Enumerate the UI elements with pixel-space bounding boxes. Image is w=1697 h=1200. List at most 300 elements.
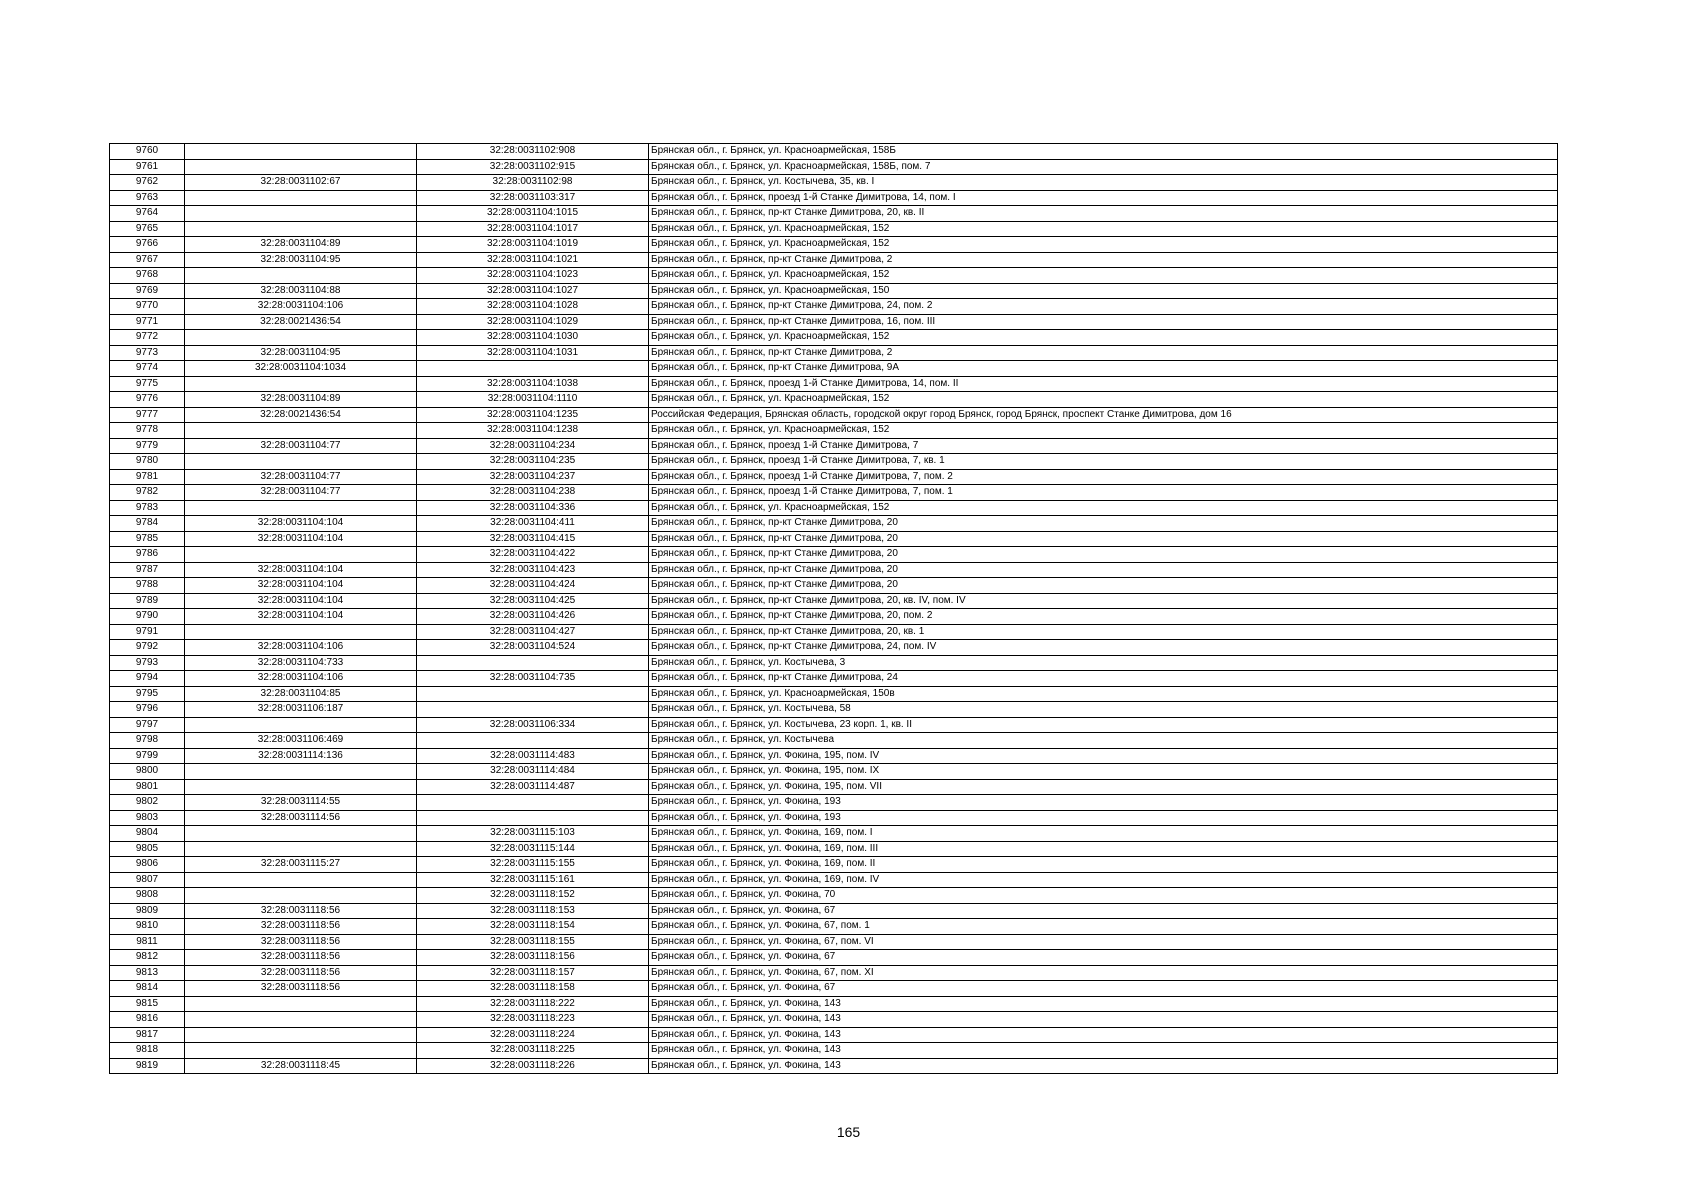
row-number-cell: 9801 xyxy=(110,779,185,795)
cadastral-number-object-cell xyxy=(417,655,649,671)
address-cell: Брянская обл., г. Брянск, ул. Фокина, 67, пом. XI xyxy=(649,965,1558,981)
table-row xyxy=(110,268,1558,284)
table-row xyxy=(110,159,1558,175)
cadastral-number-object-cell xyxy=(417,733,649,749)
address-cell: Брянская обл., г. Брянск, ул. Красноармейская, 152 xyxy=(649,423,1558,439)
row-number-cell: 9796 xyxy=(110,702,185,718)
row-number-cell: 9811 xyxy=(110,934,185,950)
cadastral-number-parcel-cell: 32:28:0031106:469 xyxy=(185,733,417,749)
table-row xyxy=(110,965,1558,981)
address-cell: Брянская обл., г. Брянск, ул. Фокина, 169, пом. III xyxy=(649,841,1558,857)
cadastral-number-object-cell: 32:28:0031118:222 xyxy=(417,996,649,1012)
row-number-cell: 9768 xyxy=(110,268,185,284)
address-cell: Брянская обл., г. Брянск, пр-кт Станке Димитрова, 16, пом. III xyxy=(649,314,1558,330)
address-cell: Брянская обл., г. Брянск, ул. Фокина, 67 xyxy=(649,981,1558,997)
address-cell: Брянская обл., г. Брянск, ул. Фокина, 143 xyxy=(649,1058,1558,1074)
cadastral-number-parcel-cell: 32:28:0031104:104 xyxy=(185,593,417,609)
cadastral-number-parcel-cell: 32:28:0021436:54 xyxy=(185,407,417,423)
cadastral-number-object-cell: 32:28:0031118:226 xyxy=(417,1058,649,1074)
cadastral-number-parcel-cell: 32:28:0031114:136 xyxy=(185,748,417,764)
row-number-cell: 9814 xyxy=(110,981,185,997)
cadastral-number-object-cell: 32:28:0031118:154 xyxy=(417,919,649,935)
cadastral-number-parcel-cell xyxy=(185,330,417,346)
cadastral-number-object-cell: 32:28:0031104:238 xyxy=(417,485,649,501)
address-cell: Брянская обл., г. Брянск, пр-кт Станке Димитрова, 24, пом. 2 xyxy=(649,299,1558,315)
cadastral-number-parcel-cell xyxy=(185,888,417,904)
cadastral-number-object-cell: 32:28:0031115:161 xyxy=(417,872,649,888)
row-number-cell: 9795 xyxy=(110,686,185,702)
address-cell: Брянская обл., г. Брянск, ул. Красноармейская, 152 xyxy=(649,237,1558,253)
table-row xyxy=(110,547,1558,563)
address-cell: Брянская обл., г. Брянск, ул. Красноармейская, 152 xyxy=(649,330,1558,346)
address-cell: Брянская обл., г. Брянск, ул. Фокина, 143 xyxy=(649,996,1558,1012)
table-row xyxy=(110,981,1558,997)
row-number-cell: 9808 xyxy=(110,888,185,904)
cadastral-number-parcel-cell: 32:28:0031104:1034 xyxy=(185,361,417,377)
cadastral-number-parcel-cell: 32:28:0031104:85 xyxy=(185,686,417,702)
table-row xyxy=(110,934,1558,950)
address-cell: Брянская обл., г. Брянск, ул. Фокина, 169, пом. IV xyxy=(649,872,1558,888)
cadastral-number-object-cell: 32:28:0031104:524 xyxy=(417,640,649,656)
cadastral-number-parcel-cell xyxy=(185,779,417,795)
cadastral-number-parcel-cell: 32:28:0031104:95 xyxy=(185,345,417,361)
row-number-cell: 9802 xyxy=(110,795,185,811)
address-cell: Брянская обл., г. Брянск, ул. Фокина, 67, пом. 1 xyxy=(649,919,1558,935)
table-row xyxy=(110,593,1558,609)
cadastral-number-object-cell: 32:28:0031104:425 xyxy=(417,593,649,609)
cadastral-number-object-cell: 32:28:0031114:484 xyxy=(417,764,649,780)
address-cell: Брянская обл., г. Брянск, проезд 1-й Станке Димитрова, 7 xyxy=(649,438,1558,454)
address-cell: Брянская обл., г. Брянск, ул. Красноармейская, 158Б xyxy=(649,144,1558,160)
row-number-cell: 9783 xyxy=(110,500,185,516)
address-cell: Брянская обл., г. Брянск, пр-кт Станке Димитрова, 20 xyxy=(649,547,1558,563)
cadastral-number-object-cell: 32:28:0031104:1028 xyxy=(417,299,649,315)
cadastral-number-object-cell: 32:28:0031104:1019 xyxy=(417,237,649,253)
row-number-cell: 9775 xyxy=(110,376,185,392)
address-cell: Брянская обл., г. Брянск, ул. Костычева, 58 xyxy=(649,702,1558,718)
address-cell: Брянская обл., г. Брянск, проезд 1-й Станке Димитрова, 7, пом. 2 xyxy=(649,469,1558,485)
cadastral-number-object-cell xyxy=(417,795,649,811)
row-number-cell: 9764 xyxy=(110,206,185,222)
table-row xyxy=(110,562,1558,578)
cadastral-number-parcel-cell: 32:28:0031104:77 xyxy=(185,469,417,485)
address-cell: Брянская обл., г. Брянск, ул. Фокина, 143 xyxy=(649,1043,1558,1059)
cadastral-number-parcel-cell: 32:28:0031104:88 xyxy=(185,283,417,299)
address-cell: Брянская обл., г. Брянск, пр-кт Станке Димитрова, 2 xyxy=(649,252,1558,268)
cadastral-number-object-cell: 32:28:0031104:336 xyxy=(417,500,649,516)
cadastral-number-object-cell: 32:28:0031104:426 xyxy=(417,609,649,625)
cadastral-number-parcel-cell: 32:28:0021436:54 xyxy=(185,314,417,330)
row-number-cell: 9787 xyxy=(110,562,185,578)
address-cell: Брянская обл., г. Брянск, проезд 1-й Станке Димитрова, 14, пом. II xyxy=(649,376,1558,392)
cadastral-number-parcel-cell: 32:28:0031104:106 xyxy=(185,640,417,656)
registry-table-body xyxy=(110,144,1558,1074)
row-number-cell: 9766 xyxy=(110,237,185,253)
table-row xyxy=(110,407,1558,423)
row-number-cell: 9812 xyxy=(110,950,185,966)
table-row xyxy=(110,190,1558,206)
cadastral-number-parcel-cell xyxy=(185,1043,417,1059)
address-cell: Брянская обл., г. Брянск, ул. Фокина, 67, пом. VI xyxy=(649,934,1558,950)
cadastral-number-object-cell xyxy=(417,686,649,702)
page-number: 165 xyxy=(836,1124,861,1140)
table-row xyxy=(110,314,1558,330)
table-row xyxy=(110,996,1558,1012)
row-number-cell: 9791 xyxy=(110,624,185,640)
table-row xyxy=(110,144,1558,160)
row-number-cell: 9815 xyxy=(110,996,185,1012)
table-row xyxy=(110,764,1558,780)
address-cell: Брянская обл., г. Брянск, ул. Красноармейская, 150 xyxy=(649,283,1558,299)
address-cell: Брянская обл., г. Брянск, ул. Красноармейская, 158Б, пом. 7 xyxy=(649,159,1558,175)
cadastral-number-parcel-cell: 32:28:0031114:56 xyxy=(185,810,417,826)
cadastral-number-object-cell: 32:28:0031118:156 xyxy=(417,950,649,966)
cadastral-number-object-cell: 32:28:0031104:422 xyxy=(417,547,649,563)
row-number-cell: 9797 xyxy=(110,717,185,733)
cadastral-number-parcel-cell: 32:28:0031118:45 xyxy=(185,1058,417,1074)
cadastral-number-object-cell: 32:28:0031104:415 xyxy=(417,531,649,547)
address-cell: Брянская обл., г. Брянск, пр-кт Станке Димитрова, 24, пом. IV xyxy=(649,640,1558,656)
cadastral-number-object-cell: 32:28:0031104:1017 xyxy=(417,221,649,237)
row-number-cell: 9786 xyxy=(110,547,185,563)
cadastral-number-object-cell: 32:28:0031118:155 xyxy=(417,934,649,950)
table-row xyxy=(110,516,1558,532)
cadastral-number-parcel-cell: 32:28:0031104:77 xyxy=(185,485,417,501)
table-row xyxy=(110,1027,1558,1043)
cadastral-number-object-cell: 32:28:0031118:157 xyxy=(417,965,649,981)
row-number-cell: 9818 xyxy=(110,1043,185,1059)
row-number-cell: 9793 xyxy=(110,655,185,671)
cadastral-number-parcel-cell: 32:28:0031104:104 xyxy=(185,578,417,594)
row-number-cell: 9781 xyxy=(110,469,185,485)
cadastral-number-parcel-cell xyxy=(185,500,417,516)
row-number-cell: 9785 xyxy=(110,531,185,547)
cadastral-number-parcel-cell xyxy=(185,717,417,733)
table-row xyxy=(110,485,1558,501)
address-cell: Брянская обл., г. Брянск, пр-кт Станке Димитрова, 20, пом. 2 xyxy=(649,609,1558,625)
cadastral-number-object-cell: 32:28:0031104:423 xyxy=(417,562,649,578)
row-number-cell: 9799 xyxy=(110,748,185,764)
table-row xyxy=(110,175,1558,191)
address-cell: Брянская обл., г. Брянск, пр-кт Станке Димитрова, 20 xyxy=(649,562,1558,578)
cadastral-number-object-cell: 32:28:0031104:1110 xyxy=(417,392,649,408)
address-cell: Брянская обл., г. Брянск, пр-кт Станке Димитрова, 20 xyxy=(649,531,1558,547)
cadastral-number-parcel-cell: 32:28:0031115:27 xyxy=(185,857,417,873)
address-cell: Брянская обл., г. Брянск, ул. Костычева, 3 xyxy=(649,655,1558,671)
table-row xyxy=(110,1043,1558,1059)
address-cell: Российская Федерация, Брянская область, городской округ город Брянск, город Брянск, проспект Станке Димитрова, дом 16 xyxy=(649,407,1558,423)
cadastral-number-object-cell: 32:28:0031118:152 xyxy=(417,888,649,904)
table-row xyxy=(110,919,1558,935)
table-row xyxy=(110,748,1558,764)
address-cell: Брянская обл., г. Брянск, ул. Фокина, 67 xyxy=(649,950,1558,966)
row-number-cell: 9779 xyxy=(110,438,185,454)
cadastral-number-parcel-cell xyxy=(185,190,417,206)
row-number-cell: 9767 xyxy=(110,252,185,268)
address-cell: Брянская обл., г. Брянск, ул. Фокина, 67 xyxy=(649,903,1558,919)
cadastral-number-parcel-cell: 32:28:0031104:77 xyxy=(185,438,417,454)
row-number-cell: 9772 xyxy=(110,330,185,346)
row-number-cell: 9804 xyxy=(110,826,185,842)
row-number-cell: 9819 xyxy=(110,1058,185,1074)
cadastral-number-parcel-cell: 32:28:0031118:56 xyxy=(185,965,417,981)
row-number-cell: 9789 xyxy=(110,593,185,609)
cadastral-number-object-cell: 32:28:0031102:908 xyxy=(417,144,649,160)
row-number-cell: 9806 xyxy=(110,857,185,873)
table-row xyxy=(110,686,1558,702)
cadastral-number-object-cell: 32:28:0031102:98 xyxy=(417,175,649,191)
cadastral-number-parcel-cell xyxy=(185,624,417,640)
cadastral-number-parcel-cell xyxy=(185,547,417,563)
row-number-cell: 9816 xyxy=(110,1012,185,1028)
table-row xyxy=(110,624,1558,640)
cadastral-number-object-cell: 32:28:0031104:235 xyxy=(417,454,649,470)
cadastral-number-parcel-cell: 32:28:0031118:56 xyxy=(185,981,417,997)
cadastral-number-object-cell: 32:28:0031102:915 xyxy=(417,159,649,175)
cadastral-number-parcel-cell: 32:28:0031106:187 xyxy=(185,702,417,718)
table-row xyxy=(110,857,1558,873)
cadastral-number-parcel-cell: 32:28:0031104:733 xyxy=(185,655,417,671)
cadastral-number-parcel-cell: 32:28:0031104:106 xyxy=(185,299,417,315)
cadastral-number-object-cell xyxy=(417,810,649,826)
cadastral-number-parcel-cell xyxy=(185,159,417,175)
address-cell: Брянская обл., г. Брянск, ул. Фокина, 193 xyxy=(649,795,1558,811)
cadastral-number-parcel-cell: 32:28:0031118:56 xyxy=(185,934,417,950)
table-row xyxy=(110,376,1558,392)
address-cell: Брянская обл., г. Брянск, проезд 1-й Станке Димитрова, 14, пом. I xyxy=(649,190,1558,206)
address-cell: Брянская обл., г. Брянск, ул. Фокина, 195, пом. IX xyxy=(649,764,1558,780)
table-row xyxy=(110,500,1558,516)
cadastral-number-object-cell: 32:28:0031104:424 xyxy=(417,578,649,594)
cadastral-number-parcel-cell xyxy=(185,826,417,842)
table-row xyxy=(110,469,1558,485)
table-row xyxy=(110,252,1558,268)
cadastral-number-object-cell: 32:28:0031104:1031 xyxy=(417,345,649,361)
address-cell: Брянская обл., г. Брянск, ул. Фокина, 169, пом. I xyxy=(649,826,1558,842)
cadastral-number-object-cell: 32:28:0031104:1238 xyxy=(417,423,649,439)
address-cell: Брянская обл., г. Брянск, пр-кт Станке Димитрова, 20, кв. IV, пом. IV xyxy=(649,593,1558,609)
cadastral-number-parcel-cell xyxy=(185,454,417,470)
address-cell: Брянская обл., г. Брянск, ул. Фокина, 195, пом. IV xyxy=(649,748,1558,764)
cadastral-number-parcel-cell xyxy=(185,996,417,1012)
address-cell: Брянская обл., г. Брянск, пр-кт Станке Димитрова, 2 xyxy=(649,345,1558,361)
row-number-cell: 9769 xyxy=(110,283,185,299)
cadastral-number-parcel-cell: 32:28:0031104:89 xyxy=(185,392,417,408)
row-number-cell: 9817 xyxy=(110,1027,185,1043)
row-number-cell: 9782 xyxy=(110,485,185,501)
cadastral-number-object-cell: 32:28:0031114:483 xyxy=(417,748,649,764)
cadastral-number-object-cell xyxy=(417,361,649,377)
row-number-cell: 9765 xyxy=(110,221,185,237)
address-cell: Брянская обл., г. Брянск, ул. Фокина, 169, пом. II xyxy=(649,857,1558,873)
cadastral-number-object-cell: 32:28:0031104:1015 xyxy=(417,206,649,222)
table-row xyxy=(110,361,1558,377)
cadastral-number-parcel-cell: 32:28:0031102:67 xyxy=(185,175,417,191)
address-cell: Брянская обл., г. Брянск, пр-кт Станке Димитрова, 20, кв. II xyxy=(649,206,1558,222)
table-row xyxy=(110,531,1558,547)
row-number-cell: 9777 xyxy=(110,407,185,423)
cadastral-number-parcel-cell xyxy=(185,221,417,237)
row-number-cell: 9762 xyxy=(110,175,185,191)
row-number-cell: 9794 xyxy=(110,671,185,687)
address-cell: Брянская обл., г. Брянск, ул. Костычева xyxy=(649,733,1558,749)
cadastral-number-parcel-cell xyxy=(185,423,417,439)
table-row xyxy=(110,903,1558,919)
cadastral-number-parcel-cell: 32:28:0031118:56 xyxy=(185,950,417,966)
cadastral-number-parcel-cell xyxy=(185,376,417,392)
table-row xyxy=(110,1012,1558,1028)
address-cell: Брянская обл., г. Брянск, ул. Красноармейская, 150в xyxy=(649,686,1558,702)
table-row xyxy=(110,733,1558,749)
address-cell: Брянская обл., г. Брянск, ул. Фокина, 143 xyxy=(649,1012,1558,1028)
address-cell: Брянская обл., г. Брянск, ул. Красноармейская, 152 xyxy=(649,500,1558,516)
cadastral-number-parcel-cell: 32:28:0031104:106 xyxy=(185,671,417,687)
address-cell: Брянская обл., г. Брянск, ул. Красноармейская, 152 xyxy=(649,221,1558,237)
row-number-cell: 9792 xyxy=(110,640,185,656)
cadastral-number-parcel-cell: 32:28:0031118:56 xyxy=(185,919,417,935)
cadastral-number-object-cell: 32:28:0031115:103 xyxy=(417,826,649,842)
cadastral-number-parcel-cell: 32:28:0031104:104 xyxy=(185,531,417,547)
cadastral-number-object-cell: 32:28:0031104:1027 xyxy=(417,283,649,299)
cadastral-number-object-cell: 32:28:0031106:334 xyxy=(417,717,649,733)
address-cell: Брянская обл., г. Брянск, ул. Фокина, 193 xyxy=(649,810,1558,826)
table-row xyxy=(110,810,1558,826)
row-number-cell: 9810 xyxy=(110,919,185,935)
cadastral-number-parcel-cell xyxy=(185,206,417,222)
cadastral-number-object-cell: 32:28:0031114:487 xyxy=(417,779,649,795)
row-number-cell: 9763 xyxy=(110,190,185,206)
cadastral-number-object-cell: 32:28:0031104:427 xyxy=(417,624,649,640)
cadastral-number-parcel-cell xyxy=(185,841,417,857)
table-row xyxy=(110,841,1558,857)
address-cell: Брянская обл., г. Брянск, проезд 1-й Станке Димитрова, 7, кв. 1 xyxy=(649,454,1558,470)
table-row xyxy=(110,392,1558,408)
cadastral-number-parcel-cell xyxy=(185,764,417,780)
table-row xyxy=(110,423,1558,439)
cadastral-number-parcel-cell: 32:28:0031104:89 xyxy=(185,237,417,253)
table-row xyxy=(110,609,1558,625)
row-number-cell: 9813 xyxy=(110,965,185,981)
table-row xyxy=(110,578,1558,594)
address-cell: Брянская обл., г. Брянск, пр-кт Станке Димитрова, 20, кв. 1 xyxy=(649,624,1558,640)
cadastral-number-object-cell: 32:28:0031118:224 xyxy=(417,1027,649,1043)
row-number-cell: 9784 xyxy=(110,516,185,532)
cadastral-number-object-cell: 32:28:0031104:1029 xyxy=(417,314,649,330)
cadastral-number-parcel-cell xyxy=(185,872,417,888)
row-number-cell: 9760 xyxy=(110,144,185,160)
cadastral-number-object-cell: 32:28:0031118:223 xyxy=(417,1012,649,1028)
table-row xyxy=(110,299,1558,315)
cadastral-number-object-cell: 32:28:0031115:144 xyxy=(417,841,649,857)
row-number-cell: 9800 xyxy=(110,764,185,780)
table-row xyxy=(110,872,1558,888)
cadastral-number-object-cell: 32:28:0031118:158 xyxy=(417,981,649,997)
cadastral-number-object-cell: 32:28:0031104:1023 xyxy=(417,268,649,284)
address-cell: Брянская обл., г. Брянск, ул. Красноармейская, 152 xyxy=(649,392,1558,408)
address-cell: Брянская обл., г. Брянск, ул. Красноармейская, 152 xyxy=(649,268,1558,284)
cadastral-number-parcel-cell: 32:28:0031104:104 xyxy=(185,609,417,625)
cadastral-number-parcel-cell: 32:28:0031118:56 xyxy=(185,903,417,919)
table-row xyxy=(110,345,1558,361)
row-number-cell: 9809 xyxy=(110,903,185,919)
row-number-cell: 9776 xyxy=(110,392,185,408)
table-row xyxy=(110,717,1558,733)
row-number-cell: 9761 xyxy=(110,159,185,175)
cadastral-number-object-cell: 32:28:0031104:1235 xyxy=(417,407,649,423)
row-number-cell: 9771 xyxy=(110,314,185,330)
table-row xyxy=(110,640,1558,656)
row-number-cell: 9770 xyxy=(110,299,185,315)
cadastral-number-parcel-cell: 32:28:0031114:55 xyxy=(185,795,417,811)
table-row xyxy=(110,888,1558,904)
cadastral-number-object-cell: 32:28:0031118:225 xyxy=(417,1043,649,1059)
row-number-cell: 9778 xyxy=(110,423,185,439)
row-number-cell: 9805 xyxy=(110,841,185,857)
table-row xyxy=(110,655,1558,671)
cadastral-number-object-cell: 32:28:0031118:153 xyxy=(417,903,649,919)
row-number-cell: 9803 xyxy=(110,810,185,826)
row-number-cell: 9788 xyxy=(110,578,185,594)
row-number-cell: 9790 xyxy=(110,609,185,625)
table-row xyxy=(110,826,1558,842)
cadastral-number-parcel-cell xyxy=(185,268,417,284)
address-cell: Брянская обл., г. Брянск, ул. Фокина, 195, пом. VII xyxy=(649,779,1558,795)
registry-table xyxy=(109,143,1558,1074)
cadastral-number-object-cell xyxy=(417,702,649,718)
address-cell: Брянская обл., г. Брянск, ул. Костычева, 23 корп. 1, кв. II xyxy=(649,717,1558,733)
cadastral-number-object-cell: 32:28:0031103:317 xyxy=(417,190,649,206)
address-cell: Брянская обл., г. Брянск, пр-кт Станке Димитрова, 24 xyxy=(649,671,1558,687)
address-cell: Брянская обл., г. Брянск, пр-кт Станке Димитрова, 20 xyxy=(649,578,1558,594)
address-cell: Брянская обл., г. Брянск, пр-кт Станке Димитрова, 20 xyxy=(649,516,1558,532)
table-row xyxy=(110,1058,1558,1074)
address-cell: Брянская обл., г. Брянск, ул. Фокина, 70 xyxy=(649,888,1558,904)
cadastral-number-object-cell: 32:28:0031104:234 xyxy=(417,438,649,454)
table-row xyxy=(110,221,1558,237)
cadastral-number-parcel-cell xyxy=(185,1027,417,1043)
cadastral-number-object-cell: 32:28:0031104:1021 xyxy=(417,252,649,268)
table-row xyxy=(110,950,1558,966)
cadastral-number-object-cell: 32:28:0031104:1030 xyxy=(417,330,649,346)
table-row xyxy=(110,795,1558,811)
address-cell: Брянская обл., г. Брянск, ул. Фокина, 143 xyxy=(649,1027,1558,1043)
address-cell: Брянская обл., г. Брянск, пр-кт Станке Димитрова, 9А xyxy=(649,361,1558,377)
cadastral-number-object-cell: 32:28:0031104:411 xyxy=(417,516,649,532)
cadastral-number-parcel-cell: 32:28:0031104:104 xyxy=(185,516,417,532)
cadastral-number-parcel-cell: 32:28:0031104:104 xyxy=(185,562,417,578)
row-number-cell: 9773 xyxy=(110,345,185,361)
table-row xyxy=(110,779,1558,795)
cadastral-number-object-cell: 32:28:0031104:237 xyxy=(417,469,649,485)
table-row xyxy=(110,702,1558,718)
table-row xyxy=(110,206,1558,222)
cadastral-number-parcel-cell xyxy=(185,144,417,160)
address-cell: Брянская обл., г. Брянск, проезд 1-й Станке Димитрова, 7, пом. 1 xyxy=(649,485,1558,501)
cadastral-number-object-cell: 32:28:0031115:155 xyxy=(417,857,649,873)
table-row xyxy=(110,438,1558,454)
table-row xyxy=(110,330,1558,346)
table-row xyxy=(110,671,1558,687)
cadastral-number-object-cell: 32:28:0031104:1038 xyxy=(417,376,649,392)
cadastral-number-object-cell: 32:28:0031104:735 xyxy=(417,671,649,687)
cadastral-number-parcel-cell xyxy=(185,1012,417,1028)
table-row xyxy=(110,237,1558,253)
address-cell: Брянская обл., г. Брянск, ул. Костычева, 35, кв. I xyxy=(649,175,1558,191)
row-number-cell: 9780 xyxy=(110,454,185,470)
cadastral-number-parcel-cell: 32:28:0031104:95 xyxy=(185,252,417,268)
table-row xyxy=(110,283,1558,299)
row-number-cell: 9774 xyxy=(110,361,185,377)
